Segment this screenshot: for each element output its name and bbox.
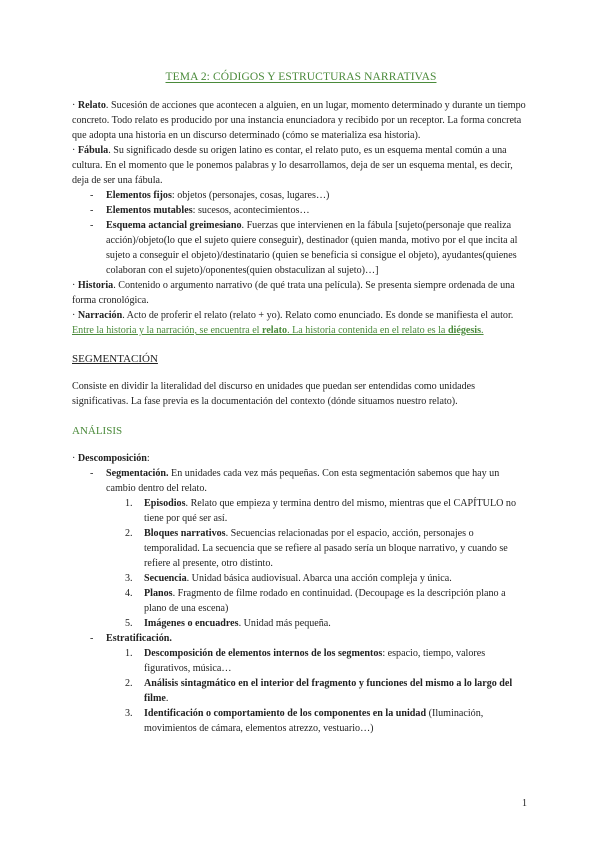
analisis-list — [72, 466, 530, 496]
list-item: - Elementos mutables: sucesos, acontecimientos… — [72, 203, 530, 218]
list-item: 4. Planos. Fragmento de filme rodado en continuidad. (Decoupage es la descripción plano a plano de una escena) — [125, 588, 506, 614]
historia-paragraph: · Historia. Contenido o argumento narrativo (de qué trata una película). Se presenta siempre ordenada de una forma cronológica. — [72, 280, 515, 306]
list-item-segmentacion: - Segmentación. En unidades cada vez más pequeñas. Con esta segmentación sabemos que hay un cambio dentro del relato. — [72, 466, 530, 496]
estratificacion-numbered-list — [72, 646, 530, 736]
section-heading-analisis: ANÁLISIS — [72, 425, 123, 437]
section-heading-segmentacion: SEGMENTACIÓN — [72, 353, 158, 365]
list-item: 2. Bloques narrativos. Secuencias relacionadas por el espacio, acción, personajes o temporalidad. La secuencia que se refiere al pasado sería un bloque narrativo, y cuando se refiere al presente, otro distinto. — [125, 528, 508, 569]
list-item: - Esquema actancial greimesiano. Fuerzas que intervienen en la fábula [sujeto(personaje que realiza acción)/objeto(lo que el sujeto quiere conseguir), destinador (quien manda, motivo por el que incita al sujeto a conseguir el objeto)/destinatario (quien se beneficia si consigue el objeto), ayudantes(quienes colaboran con el sujeto)/oponentes(quien obstaculizan al sujeto)…] — [72, 218, 530, 278]
page-number: 1 — [522, 798, 527, 809]
relato-paragraph: · Relato. Sucesión de acciones que acontecen a alguien, en un lugar, momento determinado y durante un tiempo concreto. Todo relato es producido por una instancia enunciadora y recibido por un receptor. La forma concreta que adopta una historia en un discurso determinado (cómo se materializa esa historia). — [72, 100, 526, 141]
segmentacion-paragraph: Consiste en dividir la literalidad del discurso en unidades que puedan ser entendidas como unidades significativas. La fase previa es la documentación del contexto (dónde situamos nuestro relato). — [72, 381, 476, 407]
list-item: 3. Identificación o comportamiento de los componentes en la unidad (Iluminación, movimientos de cámara, elementos atrezzo, vestuario…) — [125, 708, 484, 734]
page-title: TEMA 2: CÓDIGOS Y ESTRUCTURAS NARRATIVAS — [165, 71, 437, 83]
analisis-list-2 — [72, 631, 530, 646]
list-item: 2. Análisis sintagmático en el interior del fragmento y funciones del mismo a lo largo del filme. — [125, 678, 513, 704]
document-page — [72, 64, 530, 736]
highlight-sentence: Entre la historia y la narración, se encuentra el relato. La historia contenida en el relato es la diégesis. — [72, 325, 484, 336]
list-item: - Elementos fijos: objetos (personajes, cosas, lugares…) — [72, 188, 530, 203]
fabula-list — [72, 188, 530, 278]
segmentacion-numbered-list — [72, 496, 530, 631]
list-item: 1. Episodios. Relato que empieza y termina dentro del mismo, mientras que el CAPÍTULO no tiene por qué ser así. — [125, 498, 517, 524]
fabula-paragraph: · Fábula. Su significado desde su origen latino es contar, el relato puto, es un esquema mental común a una cultura. En el momento que le ponemos palabras y lo desarrollamos, deja de ser un esquema mental, es decir, deja de ser una fábula. — [72, 145, 513, 186]
list-item: 5. Imágenes o encuadres. Unidad más pequeña. — [125, 618, 331, 629]
descomposicion-intro: · Descomposición: — [72, 453, 150, 464]
list-item: 1. Descomposición de elementos internos de los segmentos: espacio, tiempo, valores figurativos, música… — [125, 648, 486, 674]
list-item-estratificacion: - Estratificación. — [72, 631, 530, 646]
list-item: 3. Secuencia. Unidad básica audiovisual. Abarca una acción compleja y única. — [125, 573, 452, 584]
narracion-paragraph: · Narración. Acto de proferir el relato (relato + yo). Relato como enunciado. Es donde se manifiesta el autor. — [72, 310, 514, 321]
